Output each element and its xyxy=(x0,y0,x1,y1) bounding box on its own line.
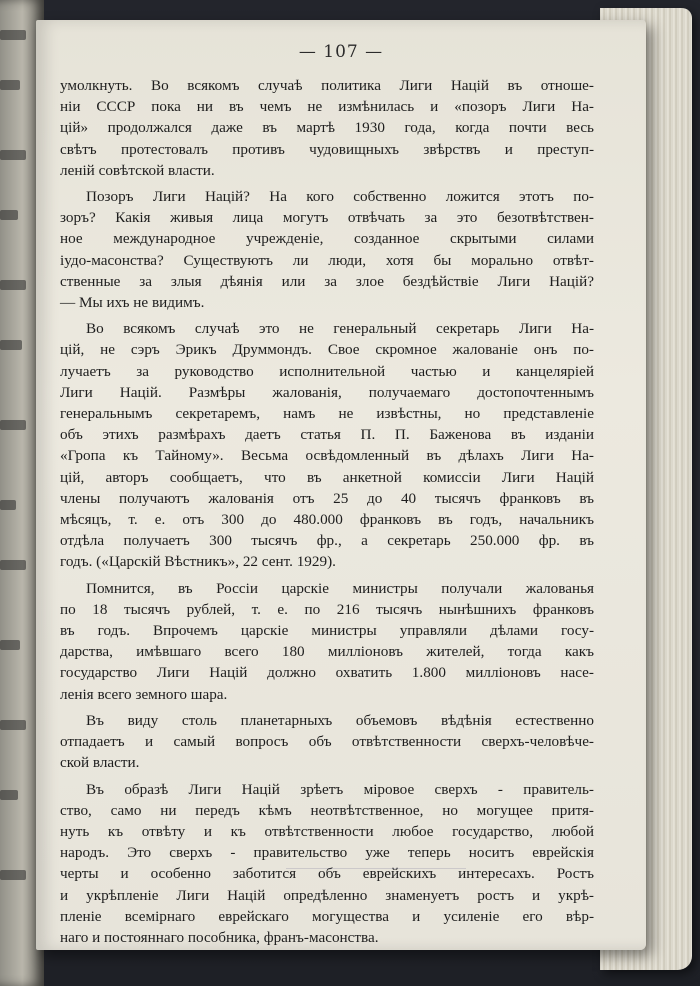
text-line: нуть къ отвѣту и къ отвѣтственности любое государство, любой xyxy=(60,822,594,840)
text-line: ской власти. xyxy=(60,754,140,772)
text-line: — Мы ихъ не видимъ. xyxy=(60,294,205,312)
text-line: «Гропа къ Тайному». Весьма освѣдомленный въ дѣлахъ Лиги На- xyxy=(60,447,594,465)
page-number: — 107 — xyxy=(298,42,384,62)
paragraph xyxy=(60,779,594,949)
text-line: ство, само ни передъ кѣмъ неотвѣтственное, но могущее притя- xyxy=(60,801,594,819)
text-line: Во всякомъ случаѣ это не генеральный секретарь Лиги На- xyxy=(86,320,594,338)
text-line: цій, авторъ сообщаетъ, что въ анкетной комиссіи Лиги Націй xyxy=(60,468,594,486)
text-line: пленіе всемірнаго еврейскаго могущества и усиленіе его вѣр- xyxy=(60,907,594,925)
paragraph xyxy=(60,318,594,572)
text-line: лучаетъ за руководство исполнительной частью и канцеляріей xyxy=(60,362,594,380)
left-page-text-fragment xyxy=(0,30,26,40)
text-line: мѣсяцъ, т. е. отъ 300 до 480.000 франковъ въ годъ, начальникъ xyxy=(60,511,594,529)
text-line: свѣтъ протестовалъ противъ чудовищныхъ звѣрствъ и преступ- xyxy=(60,140,594,158)
text-line: и укрѣпленіе Лиги Націй опредѣленно знаменуетъ ростъ и укрѣ- xyxy=(60,886,594,904)
text-line: зоръ? Какія живыя лица могутъ отвѣчать за это безотвѣтствен- xyxy=(60,209,594,227)
paragraph xyxy=(60,186,594,313)
text-line: по 18 тысячъ рублей, т. е. по 216 тысячъ нынѣшнихъ франковъ xyxy=(60,600,594,618)
faint-mark xyxy=(286,868,466,883)
text-line: ніи СССР пока ни въ чемъ не измѣнилась и «позоръ Лиги На- xyxy=(60,98,594,116)
text-line: отдѣла получаетъ 300 тысячъ фр., а секретарь 250.000 фр. въ xyxy=(60,532,594,550)
text-line: цій» продолжался даже въ мартѣ 1930 года, когда почти весь xyxy=(60,119,594,137)
text-line: годъ. («Царскій Вѣстникъ», 22 сент. 1929). xyxy=(60,553,336,571)
text-line: умолкнуть. Во всякомъ случаѣ политика Лиги Націй въ отноше- xyxy=(60,77,594,94)
text-line: іудо-масонства? Существуютъ ли люди, хотя бы морально отвѣт- xyxy=(60,251,594,269)
text-line: Лиги Націй. Размѣры жалованія, получаемаго достопочтеннымъ xyxy=(60,383,594,401)
text-line: Въ образѣ Лиги Націй зрѣетъ міровое сверхъ - правитель- xyxy=(86,780,594,798)
text-line: ленія всего земного шара. xyxy=(60,685,228,703)
text-line: ное международное учрежденіе, созданное скрытыми силами xyxy=(60,230,594,248)
text-line: черты и особенно заботится объ еврейскихъ интересахъ. Ростъ xyxy=(60,865,594,883)
left-page-text-fragment xyxy=(0,640,20,650)
text-line: Помнится, въ Россіи царскіе министры получали жалованья xyxy=(86,579,594,597)
text-line: объ этихъ размѣрахъ даетъ статья П. П. Баженова въ изданіи xyxy=(60,426,594,444)
paragraph xyxy=(60,578,594,705)
text-line: государство Лиги Націй должно охватить 1.800 милліоновъ насе- xyxy=(60,664,594,682)
left-page-text-fragment xyxy=(0,500,16,510)
text-line: наго и постояннаго пособника, франъ-масонства. xyxy=(60,928,379,946)
left-page-text-fragment xyxy=(0,280,26,290)
text-line: члены получаютъ жалованія отъ 25 до 40 тысячъ франковъ въ xyxy=(60,489,594,507)
text-line: цій, не сэръ Эрикъ Друммондъ. Свое скромное жалованіе онъ по- xyxy=(60,341,594,359)
text-line: леній совѣтской власти. xyxy=(60,161,215,179)
text-line: въ годъ. Впрочемъ царскіе министры управляли дѣлами госу- xyxy=(60,622,594,640)
paragraph xyxy=(60,710,594,774)
paragraph xyxy=(60,75,594,181)
text-line: генеральнымъ секретаремъ, намъ не извѣстны, но представленіе xyxy=(60,405,594,423)
left-page-text-fragment xyxy=(0,560,26,570)
left-page-text-fragment xyxy=(0,420,26,430)
page-body-text xyxy=(60,75,594,953)
text-line: народъ. Это сверхъ - правительство уже теперь носитъ еврейскія xyxy=(60,844,594,862)
left-page-text-fragment xyxy=(0,150,26,160)
left-page-text-fragment xyxy=(0,790,18,800)
text-line: Въ виду столь планетарныхъ объемовъ вѣдѣнія естественно xyxy=(86,711,594,729)
left-page-text-fragment xyxy=(0,340,22,350)
text-line: Позоръ Лиги Націй? На кого собственно ложится этотъ по- xyxy=(86,188,594,206)
left-page-text-fragment xyxy=(0,720,26,730)
left-page-text-fragment xyxy=(0,80,20,90)
book-page xyxy=(36,20,646,950)
text-line: ственные за злыя дѣянія или за злое бездѣйствіе Лиги Націй? xyxy=(60,272,594,290)
left-page-text-fragment xyxy=(0,210,18,220)
text-line: отпадаетъ и самый вопросъ объ отвѣтственности сверхъ-человѣче- xyxy=(60,733,594,751)
left-page-text-fragment xyxy=(0,870,26,880)
text-line: дарства, имѣвшаго всего 180 милліоновъ жителей, тогда какъ xyxy=(60,643,594,661)
